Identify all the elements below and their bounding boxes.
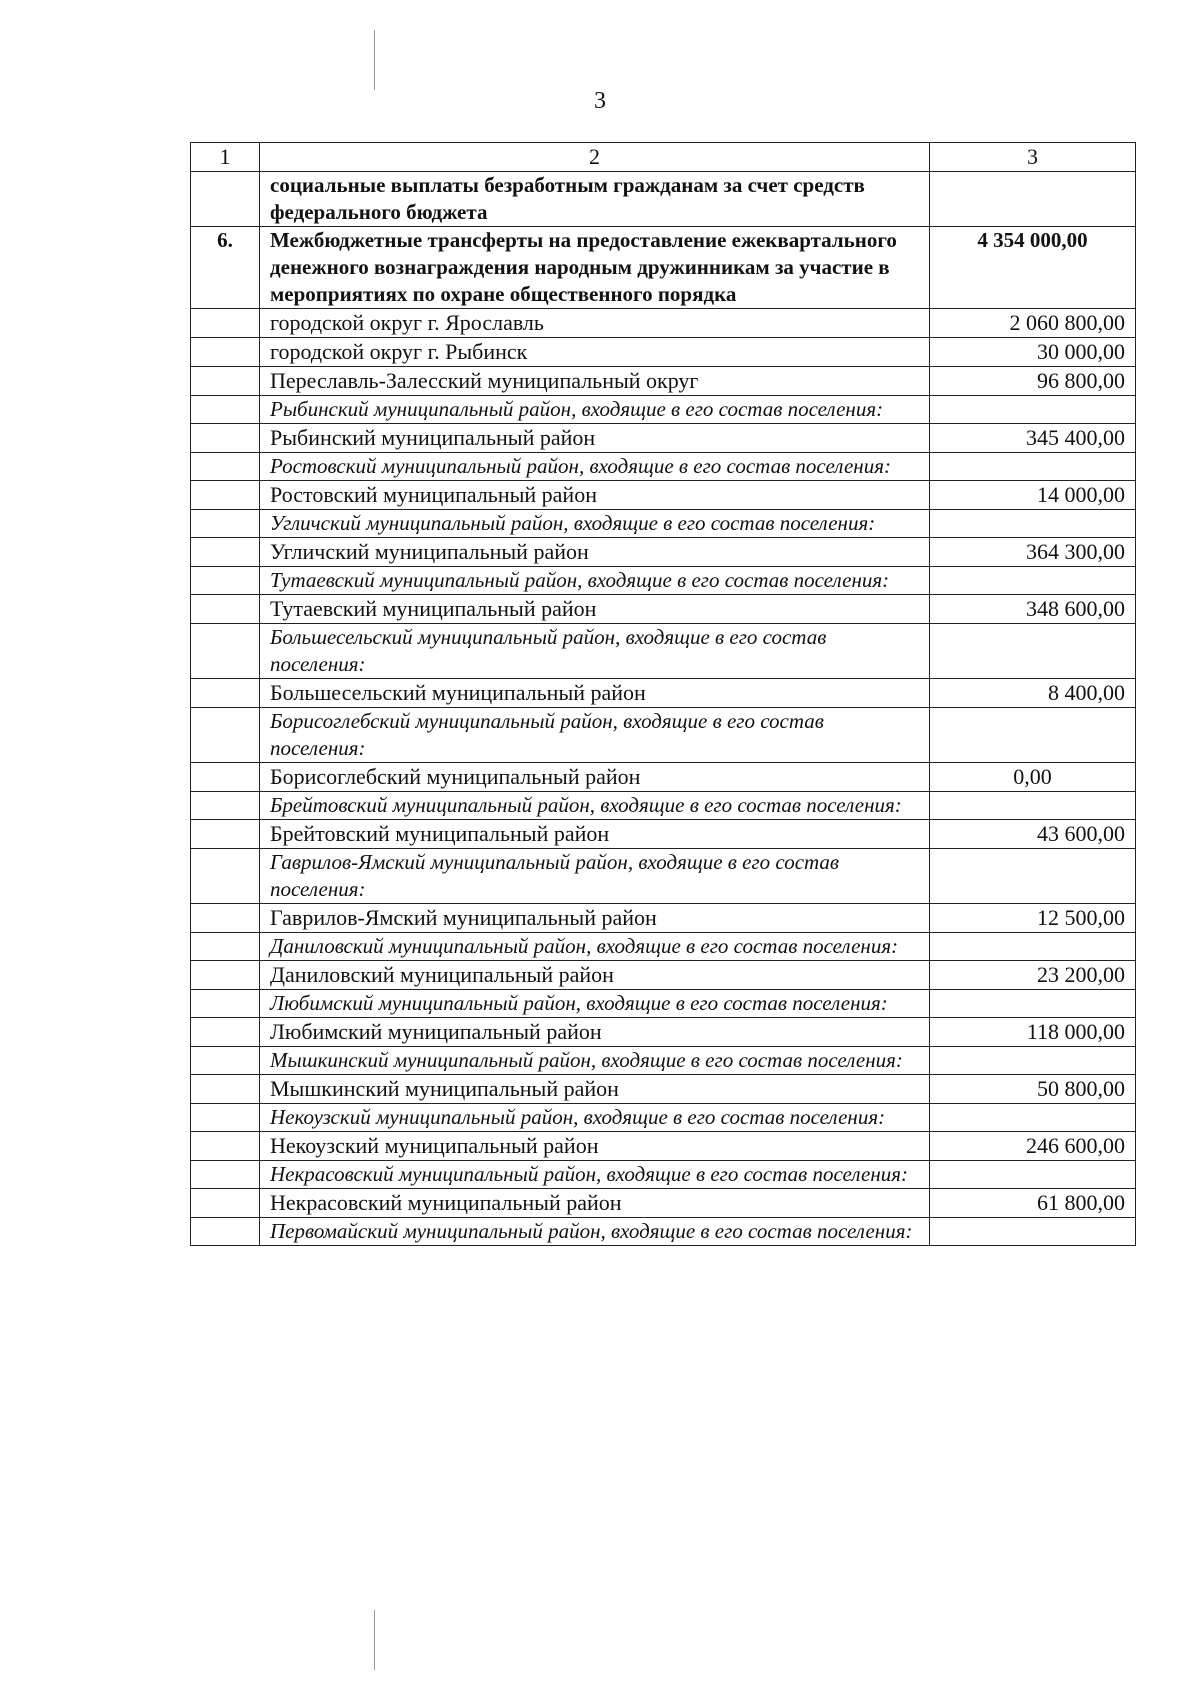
row-amount [930,510,1136,538]
row-amount [930,453,1136,481]
allocation-table [190,142,1136,1246]
district-heading-row [191,792,1136,820]
table-row [191,338,1136,367]
row-amount: 43 600,00 [930,820,1136,849]
row-amount: 348 600,00 [930,595,1136,624]
row-label: Большесельский муниципальный район [260,679,930,708]
row-label: Мышкинский муниципальный район [260,1075,930,1104]
row-number-cell [191,708,260,763]
row-label: Борисоглебский муниципальный район [260,763,930,792]
row-amount: 345 400,00 [930,424,1136,453]
row-amount: 246 600,00 [930,1132,1136,1161]
row-amount: 14 000,00 [930,481,1136,510]
page-number: 3 [594,88,606,114]
row-label: Брейтовский муниципальный район, входящие в его состав поселения: [260,792,930,820]
row-number-cell [191,1047,260,1075]
row-label: Любимский муниципальный район, входящие в его состав поселения: [260,990,930,1018]
row-label: Большесельский муниципальный район, входящие в его состав поселения: [260,624,930,679]
district-heading-row [191,708,1136,763]
section-title: Межбюджетные трансферты на предоставление ежеквартального денежного вознаграждения народным дружинникам за участие в мероприятиях по охране общественного порядка [260,227,930,309]
row-amount: 12 500,00 [930,904,1136,933]
scan-artifact [374,30,375,90]
row-amount [930,933,1136,961]
row-amount: 118 000,00 [930,1018,1136,1047]
row-amount [930,396,1136,424]
row-amount: 364 300,00 [930,538,1136,567]
continued-row [191,172,1136,227]
row-number-cell [191,990,260,1018]
row-amount: 30 000,00 [930,338,1136,367]
table-row [191,820,1136,849]
row-amount: 0,00 [930,763,1136,792]
row-number-cell [191,309,260,338]
row-label: Борисоглебский муниципальный район, входящие в его состав поселения: [260,708,930,763]
row-amount [930,990,1136,1018]
row-number-cell [191,679,260,708]
row-amount [930,792,1136,820]
table-row [191,1132,1136,1161]
row-amount [930,1047,1136,1075]
table-row [191,679,1136,708]
row-label: Гаврилов-Ямский муниципальный район [260,904,930,933]
row-label: Мышкинский муниципальный район, входящие в его состав поселения: [260,1047,930,1075]
row-number-cell [191,510,260,538]
row-number-cell [191,1218,260,1246]
table-row [191,367,1136,396]
row-amount: 50 800,00 [930,1075,1136,1104]
district-heading-row [191,1161,1136,1189]
row-number-cell [191,624,260,679]
district-heading-row [191,1047,1136,1075]
table-row [191,1075,1136,1104]
district-heading-row [191,1104,1136,1132]
table-header-row [191,143,1136,172]
district-heading-row [191,453,1136,481]
district-heading-row [191,990,1136,1018]
row-label: Угличский муниципальный район [260,538,930,567]
header-cell-number: 1 [191,143,260,172]
section-amount: 4 354 000,00 [930,227,1136,309]
row-label: Рыбинский муниципальный район, входящие в его состав поселения: [260,396,930,424]
row-label: Ростовский муниципальный район [260,481,930,510]
row-number-cell [191,481,260,510]
row-amount: 96 800,00 [930,367,1136,396]
table-row [191,904,1136,933]
row-label: Даниловский муниципальный район, входящие в его состав поселения: [260,933,930,961]
row-label: Рыбинский муниципальный район [260,424,930,453]
row-amount [930,1104,1136,1132]
table-row [191,595,1136,624]
row-amount: 23 200,00 [930,961,1136,990]
table-row [191,763,1136,792]
district-heading-row [191,510,1136,538]
row-number-cell [191,961,260,990]
district-heading-row [191,396,1136,424]
row-label: Некоузский муниципальный район, входящие в его состав поселения: [260,1104,930,1132]
row-amount [930,1161,1136,1189]
row-amount [930,708,1136,763]
district-heading-row [191,1218,1136,1246]
district-heading-row [191,849,1136,904]
row-number-cell [191,367,260,396]
row-label: Ростовский муниципальный район, входящие в его состав поселения: [260,453,930,481]
row-number-cell [191,567,260,595]
table-row [191,1018,1136,1047]
row-number-cell [191,396,260,424]
row-number-cell [191,172,260,227]
row-number-cell [191,1075,260,1104]
row-amount: 8 400,00 [930,679,1136,708]
row-number-cell [191,538,260,567]
row-number-cell [191,424,260,453]
district-heading-row [191,567,1136,595]
row-amount [930,624,1136,679]
row-number-cell [191,595,260,624]
table-row [191,961,1136,990]
table-row [191,309,1136,338]
row-label: Даниловский муниципальный район [260,961,930,990]
table-row [191,538,1136,567]
row-number-cell [191,849,260,904]
row-number-cell [191,1104,260,1132]
table-row [191,1189,1136,1218]
row-label: Переславль-Залесский муниципальный округ [260,367,930,396]
row-amount [930,849,1136,904]
section-row [191,227,1136,309]
scan-artifact [374,1610,375,1670]
row-number-cell [191,933,260,961]
row-label: Тутаевский муниципальный район [260,595,930,624]
row-label: Любимский муниципальный район [260,1018,930,1047]
row-label: Брейтовский муниципальный район [260,820,930,849]
row-label: Некрасовский муниципальный район, входящие в его состав поселения: [260,1161,930,1189]
row-number-cell [191,904,260,933]
row-number-cell [191,453,260,481]
row-label: городской округ г. Ярославль [260,309,930,338]
header-cell-name: 2 [260,143,930,172]
row-label: Первомайский муниципальный район, входящие в его состав поселения: [260,1218,930,1246]
district-heading-row [191,624,1136,679]
section-number: 6. [191,227,260,309]
row-number-cell [191,1189,260,1218]
row-amount: 2 060 800,00 [930,309,1136,338]
row-amount [930,567,1136,595]
row-amount [930,1218,1136,1246]
row-amount: 61 800,00 [930,1189,1136,1218]
row-number-cell [191,338,260,367]
row-label: Некоузский муниципальный район [260,1132,930,1161]
row-label: Угличский муниципальный район, входящие в его состав поселения: [260,510,930,538]
row-number-cell [191,1161,260,1189]
row-label: Гаврилов-Ямский муниципальный район, входящие в его состав поселения: [260,849,930,904]
table-row [191,481,1136,510]
row-number-cell [191,1018,260,1047]
row-label: Некрасовский муниципальный район [260,1189,930,1218]
row-number-cell [191,763,260,792]
district-heading-row [191,933,1136,961]
row-number-cell [191,1132,260,1161]
row-label: городской округ г. Рыбинск [260,338,930,367]
table-row [191,424,1136,453]
row-number-cell [191,820,260,849]
row-number-cell [191,792,260,820]
header-cell-amount: 3 [930,143,1136,172]
row-amount-cell [930,172,1136,227]
row-label: социальные выплаты безработным гражданам за счет средств федерального бюджета [260,172,930,227]
row-label: Тутаевский муниципальный район, входящие в его состав поселения: [260,567,930,595]
